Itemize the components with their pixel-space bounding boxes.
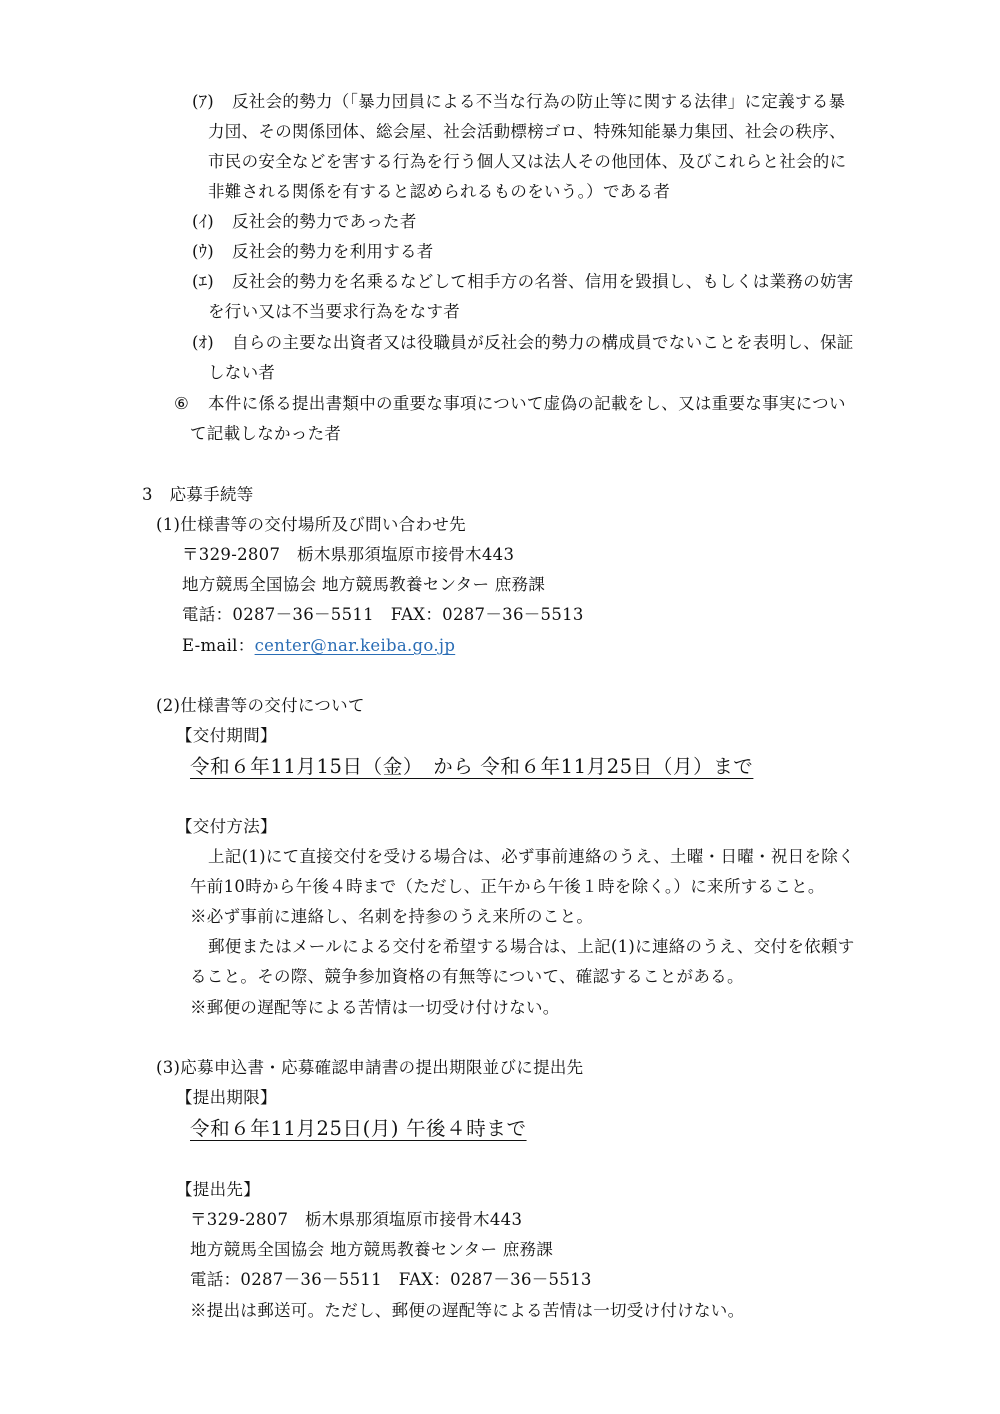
sub-1-phone: 電話：0287－36－5511 FAX：0287－36－5513 [182, 605, 584, 624]
list-item-c: (ｳ) 反社会的勢力を利用する者 [192, 242, 434, 261]
sub-3-title: (3)応募申込書・応募確認申請書の提出期限並びに提出先 [156, 1058, 584, 1077]
list-item-a-line-3: 市民の安全などを害する行為を行う個人又は法人その他団体、及びこれらと社会的に [208, 152, 847, 171]
list-item-c-mark: (ｳ) [192, 242, 215, 261]
list-item-b: (ｲ) 反社会的勢力であった者 [192, 212, 417, 231]
issue-method-line-5: ること。その際、競争参加資格の有無等について、確認することがある。 [190, 967, 744, 986]
deadline: 令和６年11月25日(月) 午後４時まで [190, 1117, 527, 1140]
email-label: E-mail： [182, 636, 255, 655]
sub-2-title: (2)仕様書等の交付について [156, 696, 365, 715]
destination-org: 地方競馬全国協会 地方競馬教養センター 庶務課 [190, 1240, 554, 1259]
list-item-a-mark: (ｱ) [192, 92, 215, 111]
sub-1-address: 〒329-2807 栃木県那須塩原市接骨木443 [182, 545, 515, 564]
list-item-d-line-2: を行い又は不当要求行為をなす者 [208, 302, 460, 321]
list-item-a-line-1: (ｱ) 反社会的勢力（「暴力団員による不当な行為の防止等に関する法律」に定義する暴 [192, 92, 846, 111]
list-item-a-line-2: 力団、その関係団体、総会屋、社会活動標榜ゴロ、特殊知能暴力集団、社会の秩序、 [208, 122, 846, 141]
issue-method-line-6: ※郵便の遅配等による苦情は一切受け付けない。 [190, 998, 560, 1017]
destination-heading: 【提出先】 [176, 1180, 260, 1199]
list-item-a-line-4: 非難される関係を有すると認められるものをいう。）である者 [208, 182, 671, 201]
list-item-b-mark: (ｲ) [192, 212, 215, 231]
issue-method-line-2: 午前10時から午後４時まで（ただし、正午から午後１時を除く。）に来所すること。 [190, 877, 825, 896]
item-6-mark: ⑥ [174, 394, 190, 413]
list-item-e-line-2: しない者 [208, 363, 276, 382]
list-item-e-mark: (ｵ) [192, 333, 215, 352]
list-item-e-line-1: (ｵ) 自らの主要な出資者又は役職員が反社会的勢力の構成員でないことを表明し、保証 [192, 333, 854, 352]
sub-1-title: (1)仕様書等の交付場所及び問い合わせ先 [156, 515, 466, 534]
email-link[interactable]: center@nar.keiba.go.jp [254, 636, 456, 655]
sub-1-org: 地方競馬全国協会 地方競馬教養センター 庶務課 [182, 575, 546, 594]
issue-method-line-4: 郵便またはメールによる交付を希望する場合は、上記(1)に連絡のうえ、交付を依頼す [208, 937, 855, 956]
sub-1-email-line [182, 635, 455, 657]
issue-method-line-1: 上記(1)にて直接交付を受ける場合は、必ず事前連絡のうえ、土曜・日曜・祝日を除く [208, 847, 855, 866]
issue-period-heading: 【交付期間】 [176, 726, 277, 745]
issue-method-line-3: ※必ず事前に連絡し、名刺を持参のうえ来所のこと。 [190, 907, 594, 926]
list-item-d-mark: (ｴ) [192, 272, 215, 291]
list-item-d-line-1: (ｴ) 反社会的勢力を名乗るなどして相手方の名誉、信用を毀損し、もしくは業務の妨害 [192, 272, 854, 291]
destination-address: 〒329-2807 栃木県那須塩原市接骨木443 [190, 1210, 523, 1229]
item-6-line-1: ⑥ 本件に係る提出書類中の重要な事項について虚偽の記載をし、又は重要な事実につい [174, 394, 846, 413]
item-6-line-2: て記載しなかった者 [190, 424, 342, 443]
destination-note: ※提出は郵送可。ただし、郵便の遅配等による苦情は一切受け付けない。 [190, 1301, 745, 1320]
destination-phone: 電話：0287－36－5511 FAX：0287－36－5513 [190, 1270, 592, 1289]
issue-period: 令和６年11月15日（金） から 令和６年11月25日（月）まで [190, 755, 754, 778]
deadline-heading: 【提出期限】 [176, 1088, 277, 1107]
section-3-heading: 3 応募手続等 [142, 485, 254, 504]
issue-method-heading: 【交付方法】 [176, 817, 277, 836]
